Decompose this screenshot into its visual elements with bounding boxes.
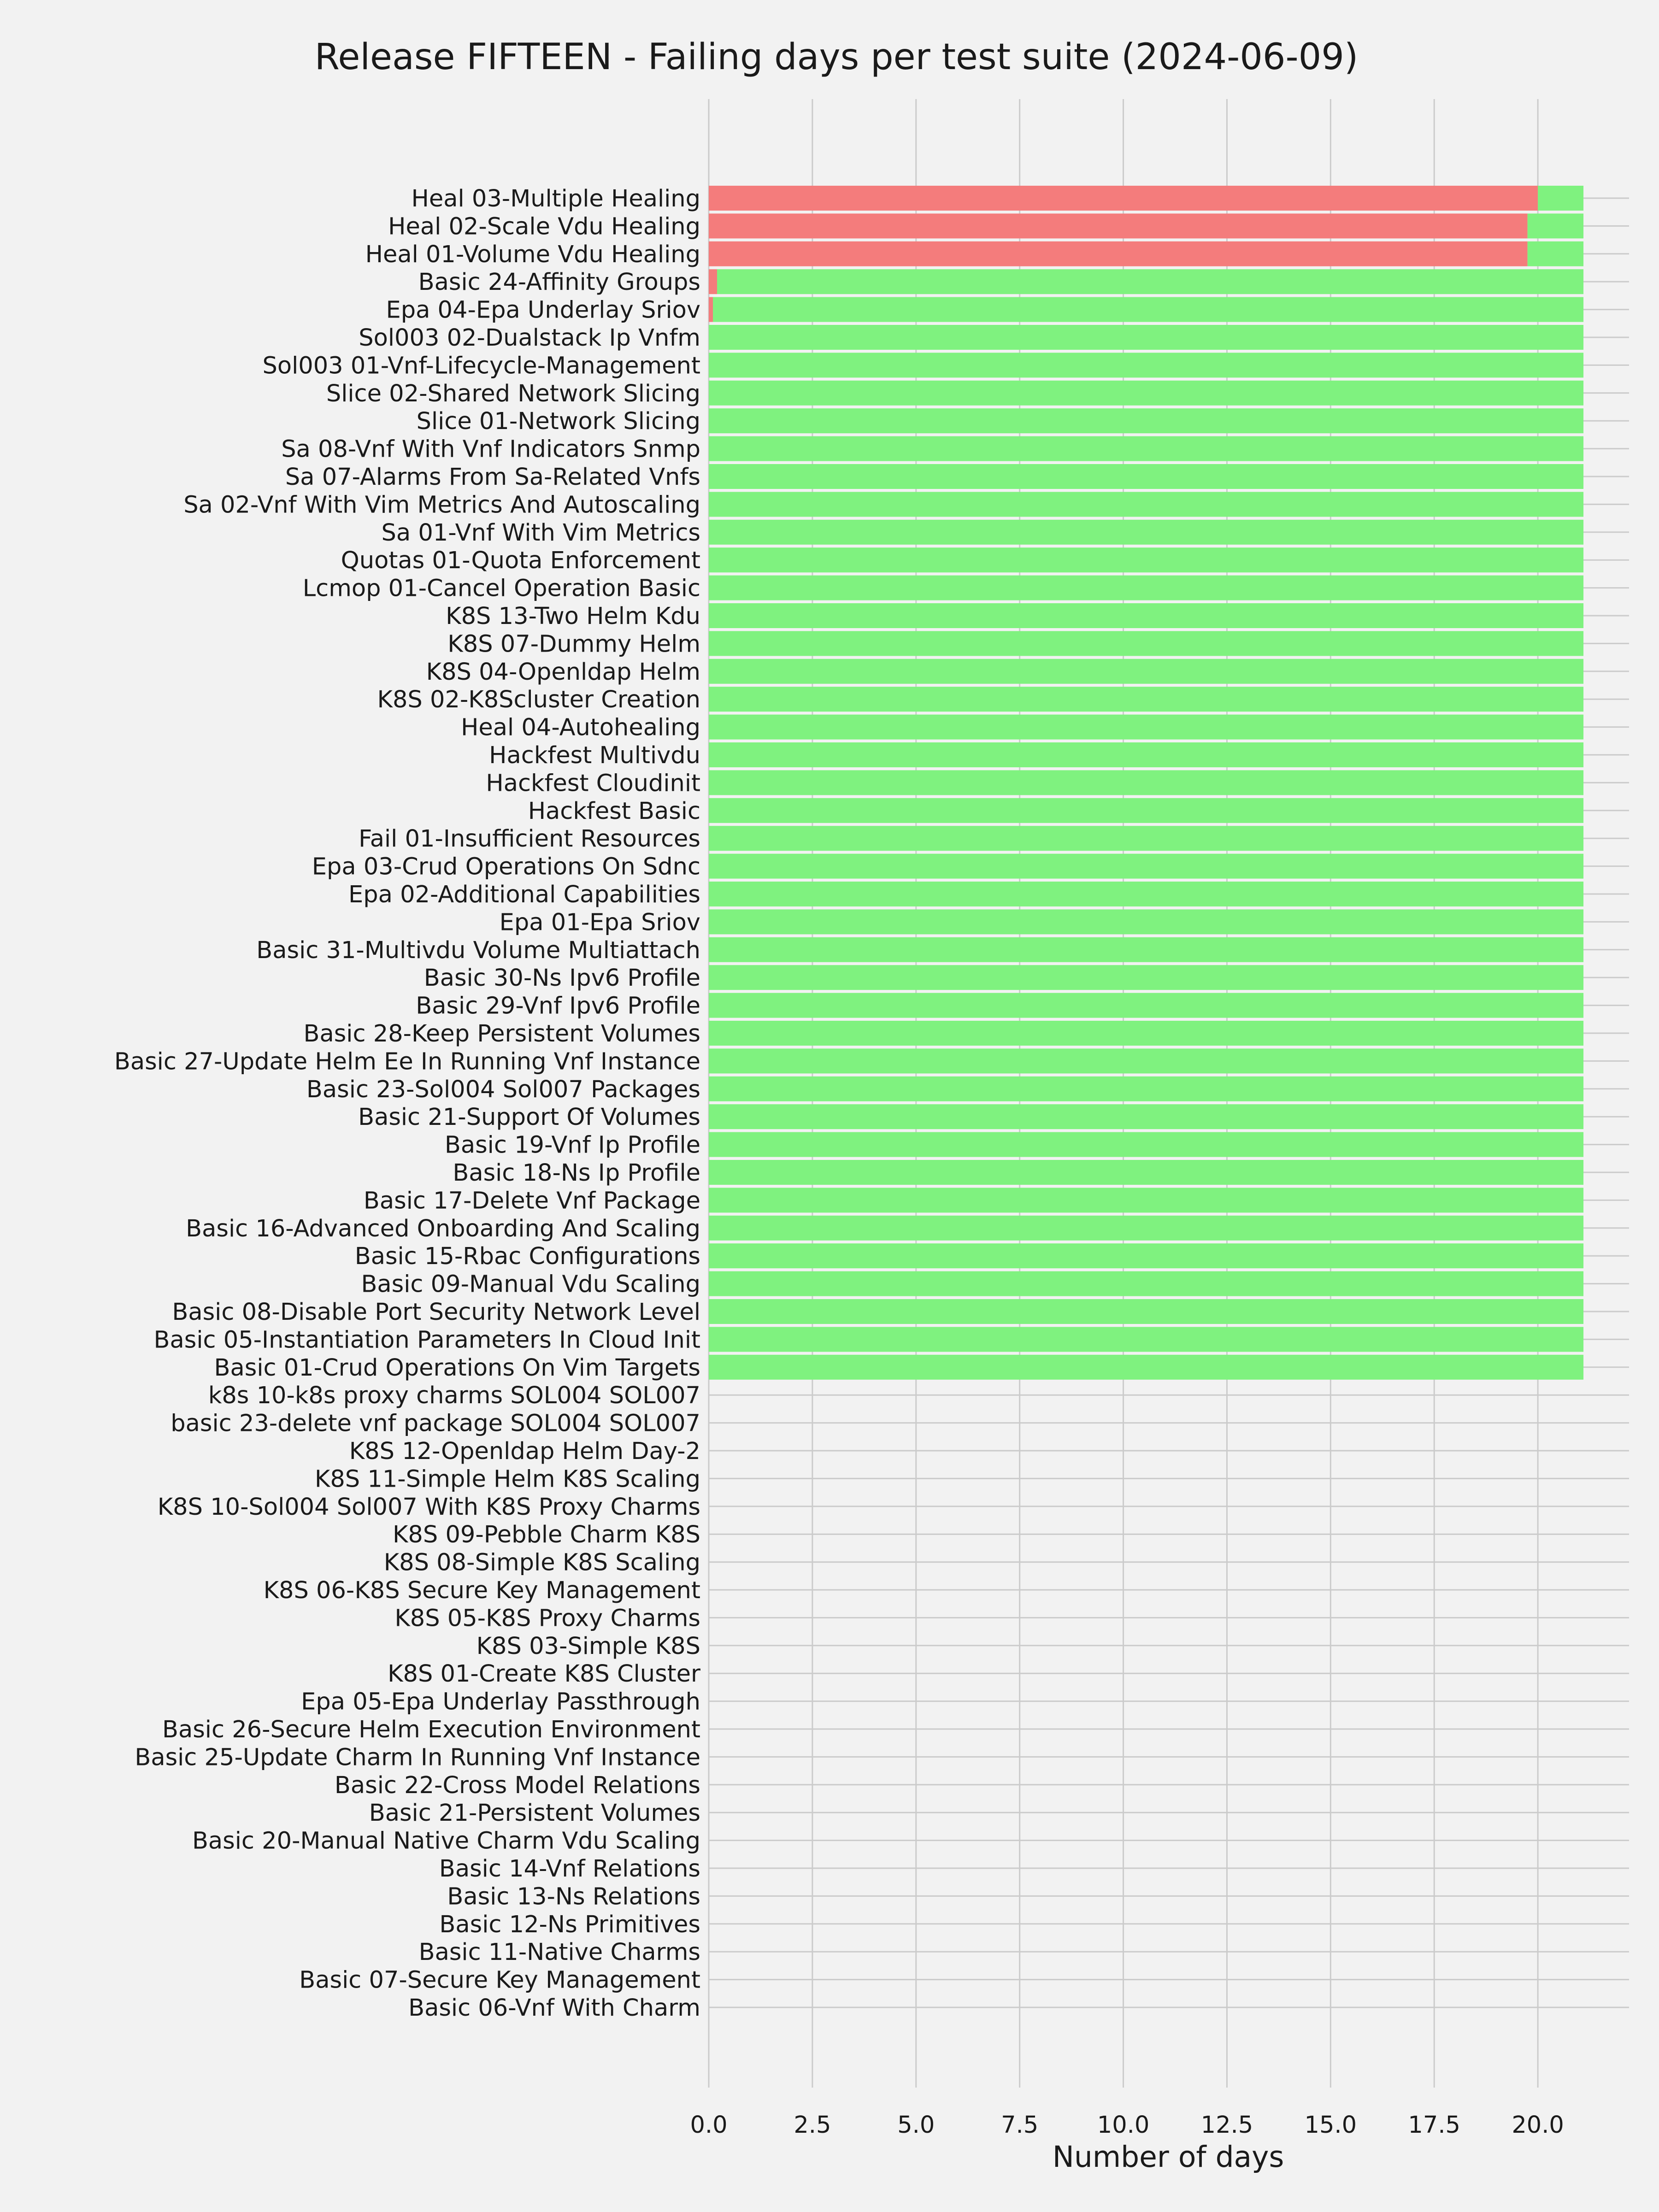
y-tick-label: Basic 21-Persistent Volumes [369,1800,700,1827]
bar-passing [709,520,1583,545]
bar-passing [709,1104,1583,1129]
bar-passing [717,269,1583,294]
bar-layer [709,186,1583,1380]
y-tick-label: Lcmop 01-Cancel Operation Basic [302,575,700,602]
bar-passing [1528,241,1583,266]
y-tick-label: Basic 15-Rbac Configurations [354,1243,700,1271]
x-tick-label: 0.0 [690,2112,728,2139]
y-tick-label: Sa 01-Vnf With Vim Metrics [381,519,700,547]
y-tick-label: Basic 20-Manual Native Charm Vdu Scaling [192,1827,700,1855]
bar-passing [709,798,1583,823]
bar-passing [709,909,1583,934]
y-tick-label: Sol003 01-Vnf-Lifecycle-Management [262,352,700,380]
y-tick-label: K8S 11-Simple Helm K8S Scaling [314,1465,700,1493]
y-tick-label: Quotas 01-Quota Enforcement [341,547,700,575]
y-tick-label: Epa 02-Additional Capabilities [348,881,700,908]
bar-failing [709,297,713,322]
y-tick-label: Heal 01-Volume Vdu Healing [365,241,700,268]
y-tick-label: K8S 06-K8S Secure Key Management [263,1577,700,1604]
bar-passing [709,1216,1583,1241]
y-tick-label: Basic 17-Delete Vnf Package [363,1187,700,1215]
bar-passing [709,1271,1583,1296]
bar-passing [709,353,1583,377]
bar-failing [709,186,1538,211]
bar-passing [709,1188,1583,1212]
y-tick-label: Hackfest Multivdu [489,742,700,769]
y-tick-label: Slice 01-Network Slicing [416,408,700,435]
bar-passing [709,1327,1583,1352]
bar-passing [1528,213,1583,238]
y-tick-label: Basic 13-Ns Relations [447,1883,700,1911]
y-tick-label: Basic 14-Vnf Relations [439,1855,700,1883]
y-tick-label: Basic 09-Manual Vdu Scaling [361,1271,700,1298]
bar-passing [709,1077,1583,1101]
bar-passing [709,576,1583,600]
y-tick-label: K8S 01-Create K8S Cluster [388,1660,700,1688]
bar-failing [709,241,1528,266]
bar-passing [709,715,1583,740]
y-tick-label: Basic 01-Crud Operations On Vim Targets [214,1354,700,1382]
bar-passing [709,1048,1583,1073]
bar-passing [709,993,1583,1018]
y-tick-label: Basic 11-Native Charms [418,1939,700,1966]
bar-passing [709,937,1583,962]
y-tick-label: Basic 22-Cross Model Relations [334,1771,700,1799]
y-tick-label: K8S 07-Dummy Helm [447,630,700,658]
y-tick-label: Basic 26-Secure Helm Execution Environment [162,1716,700,1743]
x-tick-label: 17.5 [1408,2112,1460,2139]
bar-failing [709,269,717,294]
bar-passing [709,1243,1583,1268]
y-tick-label: Heal 02-Scale Vdu Healing [388,213,700,241]
y-tick-label: Epa 05-Epa Underlay Passthrough [301,1688,700,1716]
y-tick-label: Basic 31-Multivdu Volume Multiattach [256,936,700,964]
y-tick-label: Basic 24-Affinity Groups [418,269,700,296]
y-tick-label: Basic 18-Ns Ip Profile [453,1159,700,1187]
y-tick-label: Basic 07-Secure Key Management [299,1966,700,1994]
y-tick-label: Basic 28-Keep Persistent Volumes [303,1020,700,1047]
bar-passing [709,1021,1583,1046]
y-tick-label: Sa 07-Alarms From Sa-Related Vnfs [285,464,700,491]
y-tick-label: Basic 19-Vnf Ip Profile [444,1131,700,1159]
y-tick-label: Basic 16-Advanced Onboarding And Scaling [186,1215,700,1242]
y-tick-label: Basic 21-Support Of Volumes [358,1104,700,1131]
y-tick-label: k8s 10-k8s proxy charms SOL004 SOL007 [208,1382,700,1410]
y-tick-label: Basic 27-Update Helm Ee In Running Vnf Instance [114,1048,700,1076]
y-tick-label: Basic 06-Vnf With Charm [408,1994,700,2022]
bar-passing [1538,186,1583,211]
bar-passing [709,882,1583,906]
bar-passing [709,1132,1583,1157]
y-tick-label: Basic 12-Ns Primitives [439,1911,700,1938]
x-tick-label: 20.0 [1512,2112,1564,2139]
x-tick-label: 15.0 [1304,2112,1357,2139]
y-tick-label: Basic 08-Disable Port Security Network Level [172,1299,700,1326]
chart-title: Release FIFTEEN - Failing days per test suite (2024-06-09) [314,36,1359,78]
y-tick-label: K8S 08-Simple K8S Scaling [383,1549,700,1577]
y-tick-label: Basic 30-Ns Ipv6 Profile [424,965,700,992]
y-tick-label: Slice 02-Shared Network Slicing [326,380,700,407]
y-tick-label: Sol003 02-Dualstack Ip Vnfm [359,324,700,352]
x-tick-label: 7.5 [1001,2112,1039,2139]
y-tick-label: K8S 09-Pebble Charm K8S [392,1521,700,1549]
x-tick-labels [690,2112,1564,2139]
y-tick-label: Heal 03-Multiple Healing [411,185,700,212]
x-axis-label: Number of days [1052,2140,1284,2174]
bar-passing [709,547,1583,572]
y-tick-label: Basic 25-Update Charm In Running Vnf Instance [135,1744,700,1771]
y-tick-label: K8S 04-Openldap Helm [426,658,700,686]
y-tick-label: K8S 10-Sol004 Sol007 With K8S Proxy Charms [157,1493,700,1521]
bar-passing [709,1160,1583,1185]
bar-passing [713,297,1583,322]
y-tick-label: K8S 02-K8Scluster Creation [377,686,700,714]
y-tick-label: Heal 04-Autohealing [461,714,700,741]
y-tick-label: Sa 02-Vnf With Vim Metrics And Autoscaling [183,491,700,519]
y-tick-label: K8S 12-Openldap Helm Day-2 [349,1438,700,1465]
bar-passing [709,492,1583,517]
y-tick-label: Fail 01-Insufficient Resources [359,825,700,853]
y-tick-label: Basic 29-Vnf Ipv6 Profile [416,992,700,1020]
y-tick-label: Hackfest Basic [528,797,700,825]
y-tick-label: Epa 01-Epa Sriov [499,909,700,936]
bar-passing [709,965,1583,990]
bar-passing [709,826,1583,851]
bar-passing [709,436,1583,461]
y-tick-label: Hackfest Cloudinit [486,770,700,797]
bar-passing [709,408,1583,433]
y-tick-label: Epa 04-Epa Underlay Sriov [386,296,700,324]
bar-passing [709,631,1583,656]
bar-passing [709,770,1583,795]
x-tick-label: 10.0 [1097,2112,1150,2139]
y-tick-label: Sa 08-Vnf With Vnf Indicators Snmp [281,435,700,463]
y-tick-label: Basic 23-Sol004 Sol007 Packages [306,1076,700,1103]
bar-passing [709,1355,1583,1380]
y-tick-label: Basic 05-Instantiation Parameters In Cloud Init [153,1326,700,1354]
bar-passing [709,742,1583,767]
y-tick-label: K8S 13-Two Helm Kdu [446,603,700,630]
bar-passing [709,854,1583,879]
x-tick-label: 5.0 [897,2112,935,2139]
bar-passing [709,381,1583,406]
y-tick-label: Epa 03-Crud Operations On Sdnc [312,853,700,881]
bar-passing [709,659,1583,684]
bar-passing [709,1299,1583,1324]
x-tick-label: 2.5 [794,2112,831,2139]
bar-passing [709,687,1583,712]
bar-failing [709,213,1528,238]
bar-passing [709,325,1583,350]
y-tick-label: K8S 05-K8S Proxy Charms [394,1605,700,1632]
y-tick-label: basic 23-delete vnf package SOL004 SOL007 [171,1410,700,1437]
bar-passing [709,603,1583,628]
x-tick-label: 12.5 [1200,2112,1253,2139]
y-tick-label: K8S 03-Simple K8S [476,1632,700,1660]
bar-passing [709,464,1583,489]
